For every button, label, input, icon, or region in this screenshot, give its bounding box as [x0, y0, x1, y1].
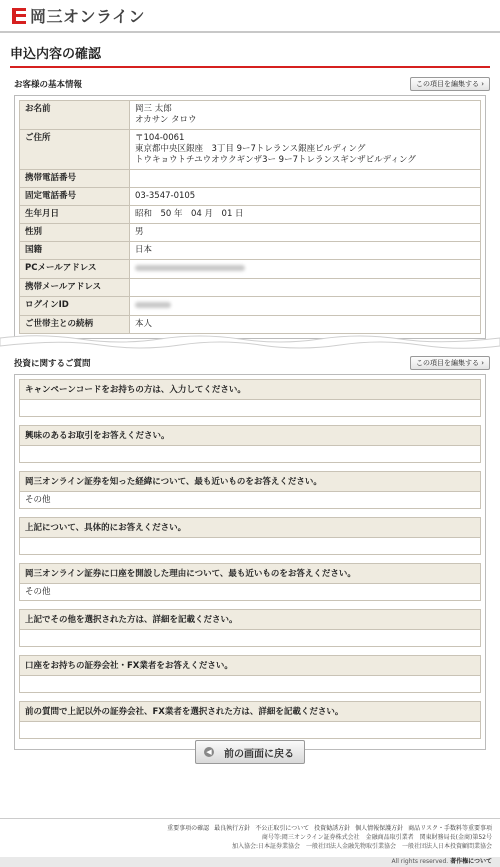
info-row — [20, 206, 481, 224]
question-block — [19, 609, 481, 647]
question-answer: その他 — [19, 584, 481, 601]
question-label: 上記でその他を選択された方は、詳細を記載ください。 — [19, 609, 481, 630]
info-row-value — [130, 188, 481, 206]
info-row — [20, 188, 481, 206]
info-value-line: 03-3547-0105 — [135, 191, 196, 201]
info-row — [20, 316, 481, 334]
info-row — [20, 224, 481, 242]
basic-info-table — [19, 100, 481, 334]
info-row — [20, 260, 481, 279]
question-answer — [19, 446, 481, 463]
question-label: 岡三オンライン証券を知った経緯について、最も近いものをお答えください。 — [19, 471, 481, 492]
investment-section-header — [14, 356, 490, 370]
info-row-label: 携帯電話番号 — [20, 170, 130, 188]
info-row — [20, 279, 481, 297]
question-label: 前の質問で上記以外の証券会社、FX業者を選択された方は、詳細を記載ください。 — [19, 701, 481, 722]
footer-link[interactable]: 投資勧誘方針 — [314, 825, 351, 832]
footer-company-line: 商号等:岡三オンライン証券株式会社 金融商品取引業者 関東財務局長(金商)第52号 — [261, 834, 492, 841]
redacted-value — [135, 302, 171, 308]
edit-basic-info-button[interactable]: この項目を編集する › — [410, 77, 490, 91]
info-value-line: トウキョウトチユウオウクギンザ3ー 9ー7トレランスギンザビルディング — [135, 155, 416, 165]
edit-investment-button[interactable]: この項目を編集する › — [410, 356, 490, 370]
tear-divider — [0, 333, 500, 351]
info-row-value — [130, 297, 481, 316]
info-value-line: 昭和 50 年 04 月 01 日 — [135, 209, 244, 219]
back-arrow-icon: ◀ — [204, 747, 214, 757]
basic-info-section-header — [14, 77, 490, 91]
question-label: 興味のあるお取引をお答えください。 — [19, 425, 481, 446]
footer-link[interactable]: 重要事項の確認 — [167, 825, 210, 832]
info-value-line: オカサン タロウ — [135, 115, 197, 125]
info-row — [20, 297, 481, 316]
info-value-line: 男 — [135, 227, 144, 237]
info-row — [20, 130, 481, 170]
site-header — [0, 0, 500, 33]
back-button[interactable] — [195, 740, 305, 764]
info-value-line: 東京都中央区銀座 3丁目 9ー7トレランス銀座ビルディング — [135, 144, 366, 154]
info-row-value — [130, 316, 481, 334]
investment-frame — [14, 374, 486, 750]
question-label: 上記について、具体的にお答えください。 — [19, 517, 481, 538]
question-answer — [19, 538, 481, 555]
question-block — [19, 563, 481, 601]
question-answer — [19, 400, 481, 417]
info-row-label: 性別 — [20, 224, 130, 242]
info-row-label: 国籍 — [20, 242, 130, 260]
info-row-label: PCメールアドレス — [20, 260, 130, 279]
info-row — [20, 101, 481, 130]
question-label: 口座をお持ちの証券会社・FX業者をお答えください。 — [19, 655, 481, 676]
info-value-line: 岡三 太郎 — [135, 104, 172, 114]
question-block — [19, 471, 481, 509]
info-row-value — [130, 260, 481, 279]
info-row-value — [130, 101, 481, 130]
info-row-label: 携帯メールアドレス — [20, 279, 130, 297]
okasan-logo-icon — [12, 8, 26, 24]
question-answer — [19, 630, 481, 647]
info-row-label: お名前 — [20, 101, 130, 130]
footer-association-line: 加入協会:日本証券業協会 一般社団法人金融先物取引業協会 一般社団法人日本投資顧問業協会 — [231, 843, 492, 850]
info-row-label: 固定電話番号 — [20, 188, 130, 206]
info-row — [20, 170, 481, 188]
question-block — [19, 701, 481, 739]
logo-text: 岡三オンライン — [30, 7, 146, 26]
info-row-label: ご住所 — [20, 130, 130, 170]
info-row-value — [130, 224, 481, 242]
page-title: 申込内容の確認 — [10, 43, 490, 68]
back-button-label: 前の画面に戻る — [224, 748, 294, 760]
question-block — [19, 655, 481, 693]
footer-link[interactable]: 商品リスク・手数料等重要事項 — [408, 825, 492, 832]
question-answer — [19, 722, 481, 739]
question-label: キャンペーンコードをお持ちの方は、入力してください。 — [19, 379, 481, 400]
info-row — [20, 242, 481, 260]
info-row-label: ログインID — [20, 297, 130, 316]
question-block — [19, 517, 481, 555]
question-label: 岡三オンライン証券に口座を開設した理由について、最も近いものをお答えください。 — [19, 563, 481, 584]
footer-links — [0, 824, 500, 833]
question-answer — [19, 676, 481, 693]
info-row-value — [130, 206, 481, 224]
question-block — [19, 425, 481, 463]
info-value-line: 日本 — [135, 245, 153, 255]
copyright-link[interactable]: 著作権について — [450, 858, 492, 865]
footer — [0, 818, 500, 851]
copyright-text: All rights reserved. — [391, 858, 449, 865]
basic-info-title: お客様の基本情報 — [14, 80, 83, 90]
footer-link[interactable]: 不公正取引について — [255, 825, 310, 832]
info-row-value — [130, 279, 481, 297]
question-block — [19, 379, 481, 417]
question-answer: その他 — [19, 492, 481, 509]
redacted-value — [135, 265, 245, 271]
info-value-line: 〒104-0061 — [135, 133, 185, 143]
info-row-label: ご世帯主との続柄 — [20, 316, 130, 334]
investment-title: 投資に関するご質問 — [14, 359, 91, 369]
footer-link[interactable]: 個人情報保護方針 — [355, 825, 404, 832]
info-row-value — [130, 170, 481, 188]
info-value-line: 本人 — [135, 319, 153, 329]
basic-info-frame — [14, 95, 486, 339]
info-row-label: 生年月日 — [20, 206, 130, 224]
info-row-value — [130, 130, 481, 170]
info-row-value — [130, 242, 481, 260]
footer-link[interactable]: 最良執行方針 — [214, 825, 251, 832]
copyright-bar — [0, 857, 500, 867]
